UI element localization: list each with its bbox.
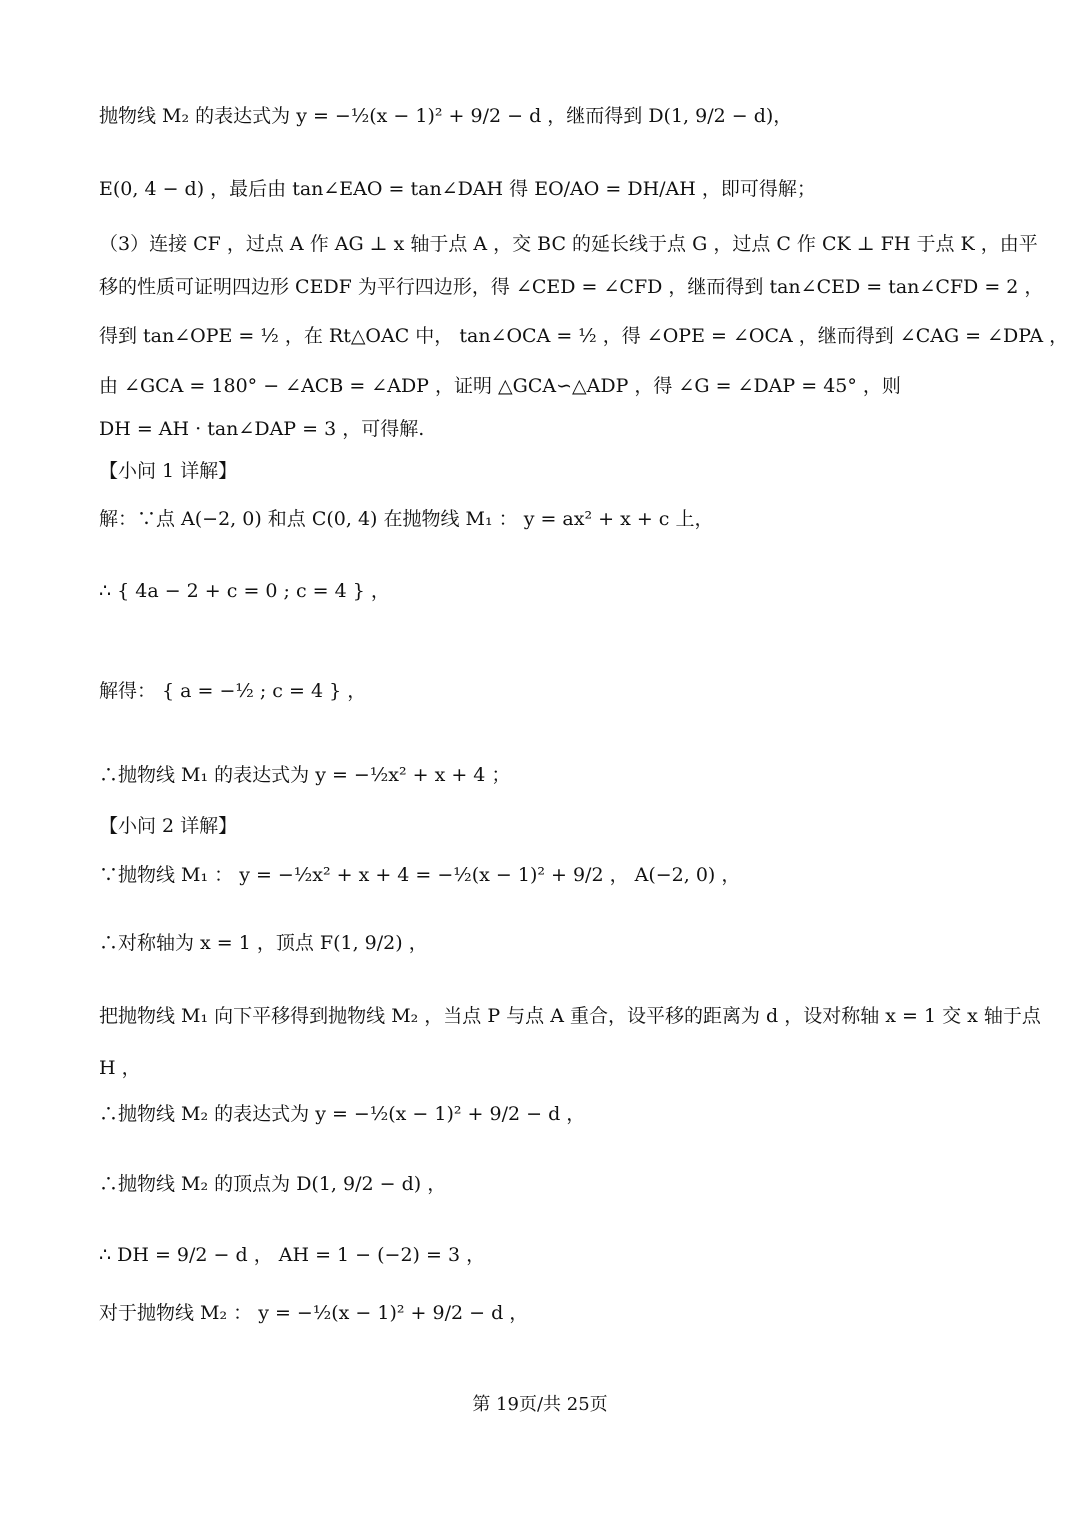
text-line: ∴对称轴为 x = 1 ，顶点 F(1, 9/2) ， [99,932,428,954]
text-line: 【小问 1 详解】 [99,460,238,482]
text-line: ∴抛物线 M₂ 的表达式为 y = −½(x − 1)² + 9/2 − d ， [99,1103,586,1125]
text-line: ∴抛物线 M₁ 的表达式为 y = −½x² + x + 4 ； [99,764,511,786]
text-line: 得到 tan∠OPE = ½ ，在 Rt△OAC 中， tan∠OCA = ½ ，得 ∠OPE = ∠OCA ，继而得到 ∠CAG = ∠DPA ， [99,325,1069,347]
text-line: （3）连接 CF ，过点 A 作 AG ⊥ x 轴于点 A ，交 BC 的延长线于点 G ，过点 C 作 CK ⊥ FH 于点 K ，由平 [99,233,1038,255]
text-line: ∴ DH = 9/2 − d ， AH = 1 − (−2) = 3 ， [99,1244,486,1266]
text-line: 把抛物线 M₁ 向下平移得到抛物线 M₂ ，当点 P 与点 A 重合，设平移的距离为 d ，设对称轴 x = 1 交 x 轴于点 [99,1005,1041,1027]
text-line: 由 ∠GCA = 180° − ∠ACB = ∠ADP ，证明 △GCA∽△ADP ，得 ∠G = ∠DAP = 45° ，则 [99,375,901,397]
text-line: 解：∵点 A(−2, 0) 和点 C(0, 4) 在抛物线 M₁ ： y = ax² + x + c 上， [99,508,714,530]
text-line: 对于抛物线 M₂ ： y = −½(x − 1)² + 9/2 − d ， [99,1302,529,1324]
text-line: H ， [99,1057,141,1079]
text-line: 抛物线 M₂ 的表达式为 y = −½(x − 1)² + 9/2 − d ，继而得到 D(1, 9/2 − d)， [99,105,793,127]
page-footer: 第 19页/共 25页 [472,1394,608,1415]
text-line: 【小问 2 详解】 [99,815,238,837]
text-line: ∴抛物线 M₂ 的顶点为 D(1, 9/2 − d) ， [99,1173,447,1195]
text-line: ∴ { 4a − 2 + c = 0 ; c = 4 } ， [99,580,390,602]
text-line: 解得： { a = −½ ; c = 4 } ， [99,680,367,702]
text-line: E(0, 4 − d) ，最后由 tan∠EAO = tan∠DAH 得 EO/AO = DH/AH ，即可得解； [99,178,816,200]
text-line: ∵抛物线 M₁ ： y = −½x² + x + 4 = −½(x − 1)² + 9/2 ， A(−2, 0) ， [99,864,741,886]
text-line: DH = AH · tan∠DAP = 3 ，可得解. [99,418,425,440]
text-line: 移的性质可证明四边形 CEDF 为平行四边形，得 ∠CED = ∠CFD ，继而得到 tan∠CED = tan∠CFD = 2 ， [99,276,1044,298]
